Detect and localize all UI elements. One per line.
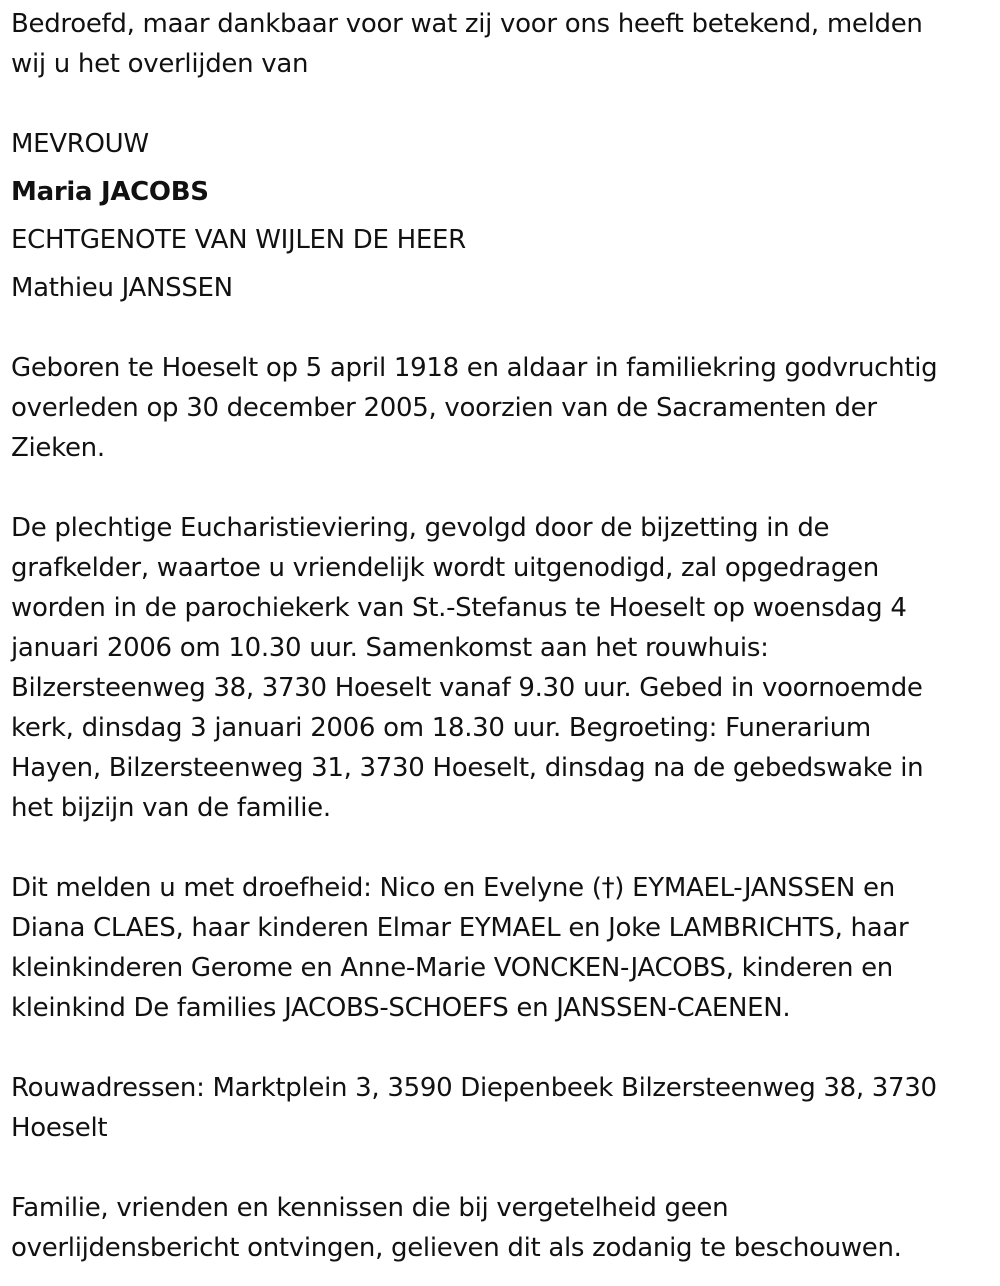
birth-death-paragraph: Geboren te Hoeselt op 5 april 1918 en aldaar in familiekring godvruchtig overleden op 30 december 2005, voorzien van de Sacramenten der Zieken. [11, 353, 938, 463]
spouse-name: Mathieu JANSSEN [11, 273, 233, 303]
ceremony-paragraph: De plechtige Eucharistieviering, gevolgd door de bijzetting in de grafkelder, waartoe u vriendelijk wordt uitgenodigd, zal opgedragen worden in de parochiekerk van St.-Stefanus te Hoeselt op woensdag 4 januari 2006 om 10.30 uur. Samenkomst aan het rouwhuis: Bilzersteenweg 38, 3730 Hoeselt vanaf 9.30 uur. Gebed in voornoemde kerk, dinsdag 3 januari 2006 om 18.30 uur. Begroeting: Funerarium Hayen, Bilzersteenweg 31, 3730 Hoeselt, dinsdag na de gebedswake in het bijzijn van de familie. [11, 513, 924, 823]
intro-paragraph: Bedroefd, maar dankbaar voor wat zij voor ons heeft betekend, melden wij u het overlijden van [11, 9, 923, 79]
family-paragraph: Dit melden u met droefheid: Nico en Evelyne (†) EYMAEL-JANSSEN en Diana CLAES, haar kinderen Elmar EYMAEL en Joke LAMBRICHTS, haar kleinkinderen Gerome en Anne-Marie VONCKEN-JACOBS, kinderen en kleinkind De families JACOBS-SCHOEFS en JANSSEN-CAENEN. [11, 873, 909, 1023]
deceased-name: Maria JACOBS [11, 177, 209, 207]
relation-line: ECHTGENOTE VAN WIJLEN DE HEER [11, 225, 466, 255]
closing-paragraph: Familie, vrienden en kennissen die bij vergetelheid geen overlijdensbericht ontvingen, gelieven dit als zodanig te beschouwen. [11, 1193, 902, 1263]
title-line: MEVROUW [11, 129, 149, 159]
addresses-paragraph: Rouwadressen: Marktplein 3, 3590 Diepenbeek Bilzersteenweg 38, 3730 Hoeselt [11, 1073, 937, 1143]
